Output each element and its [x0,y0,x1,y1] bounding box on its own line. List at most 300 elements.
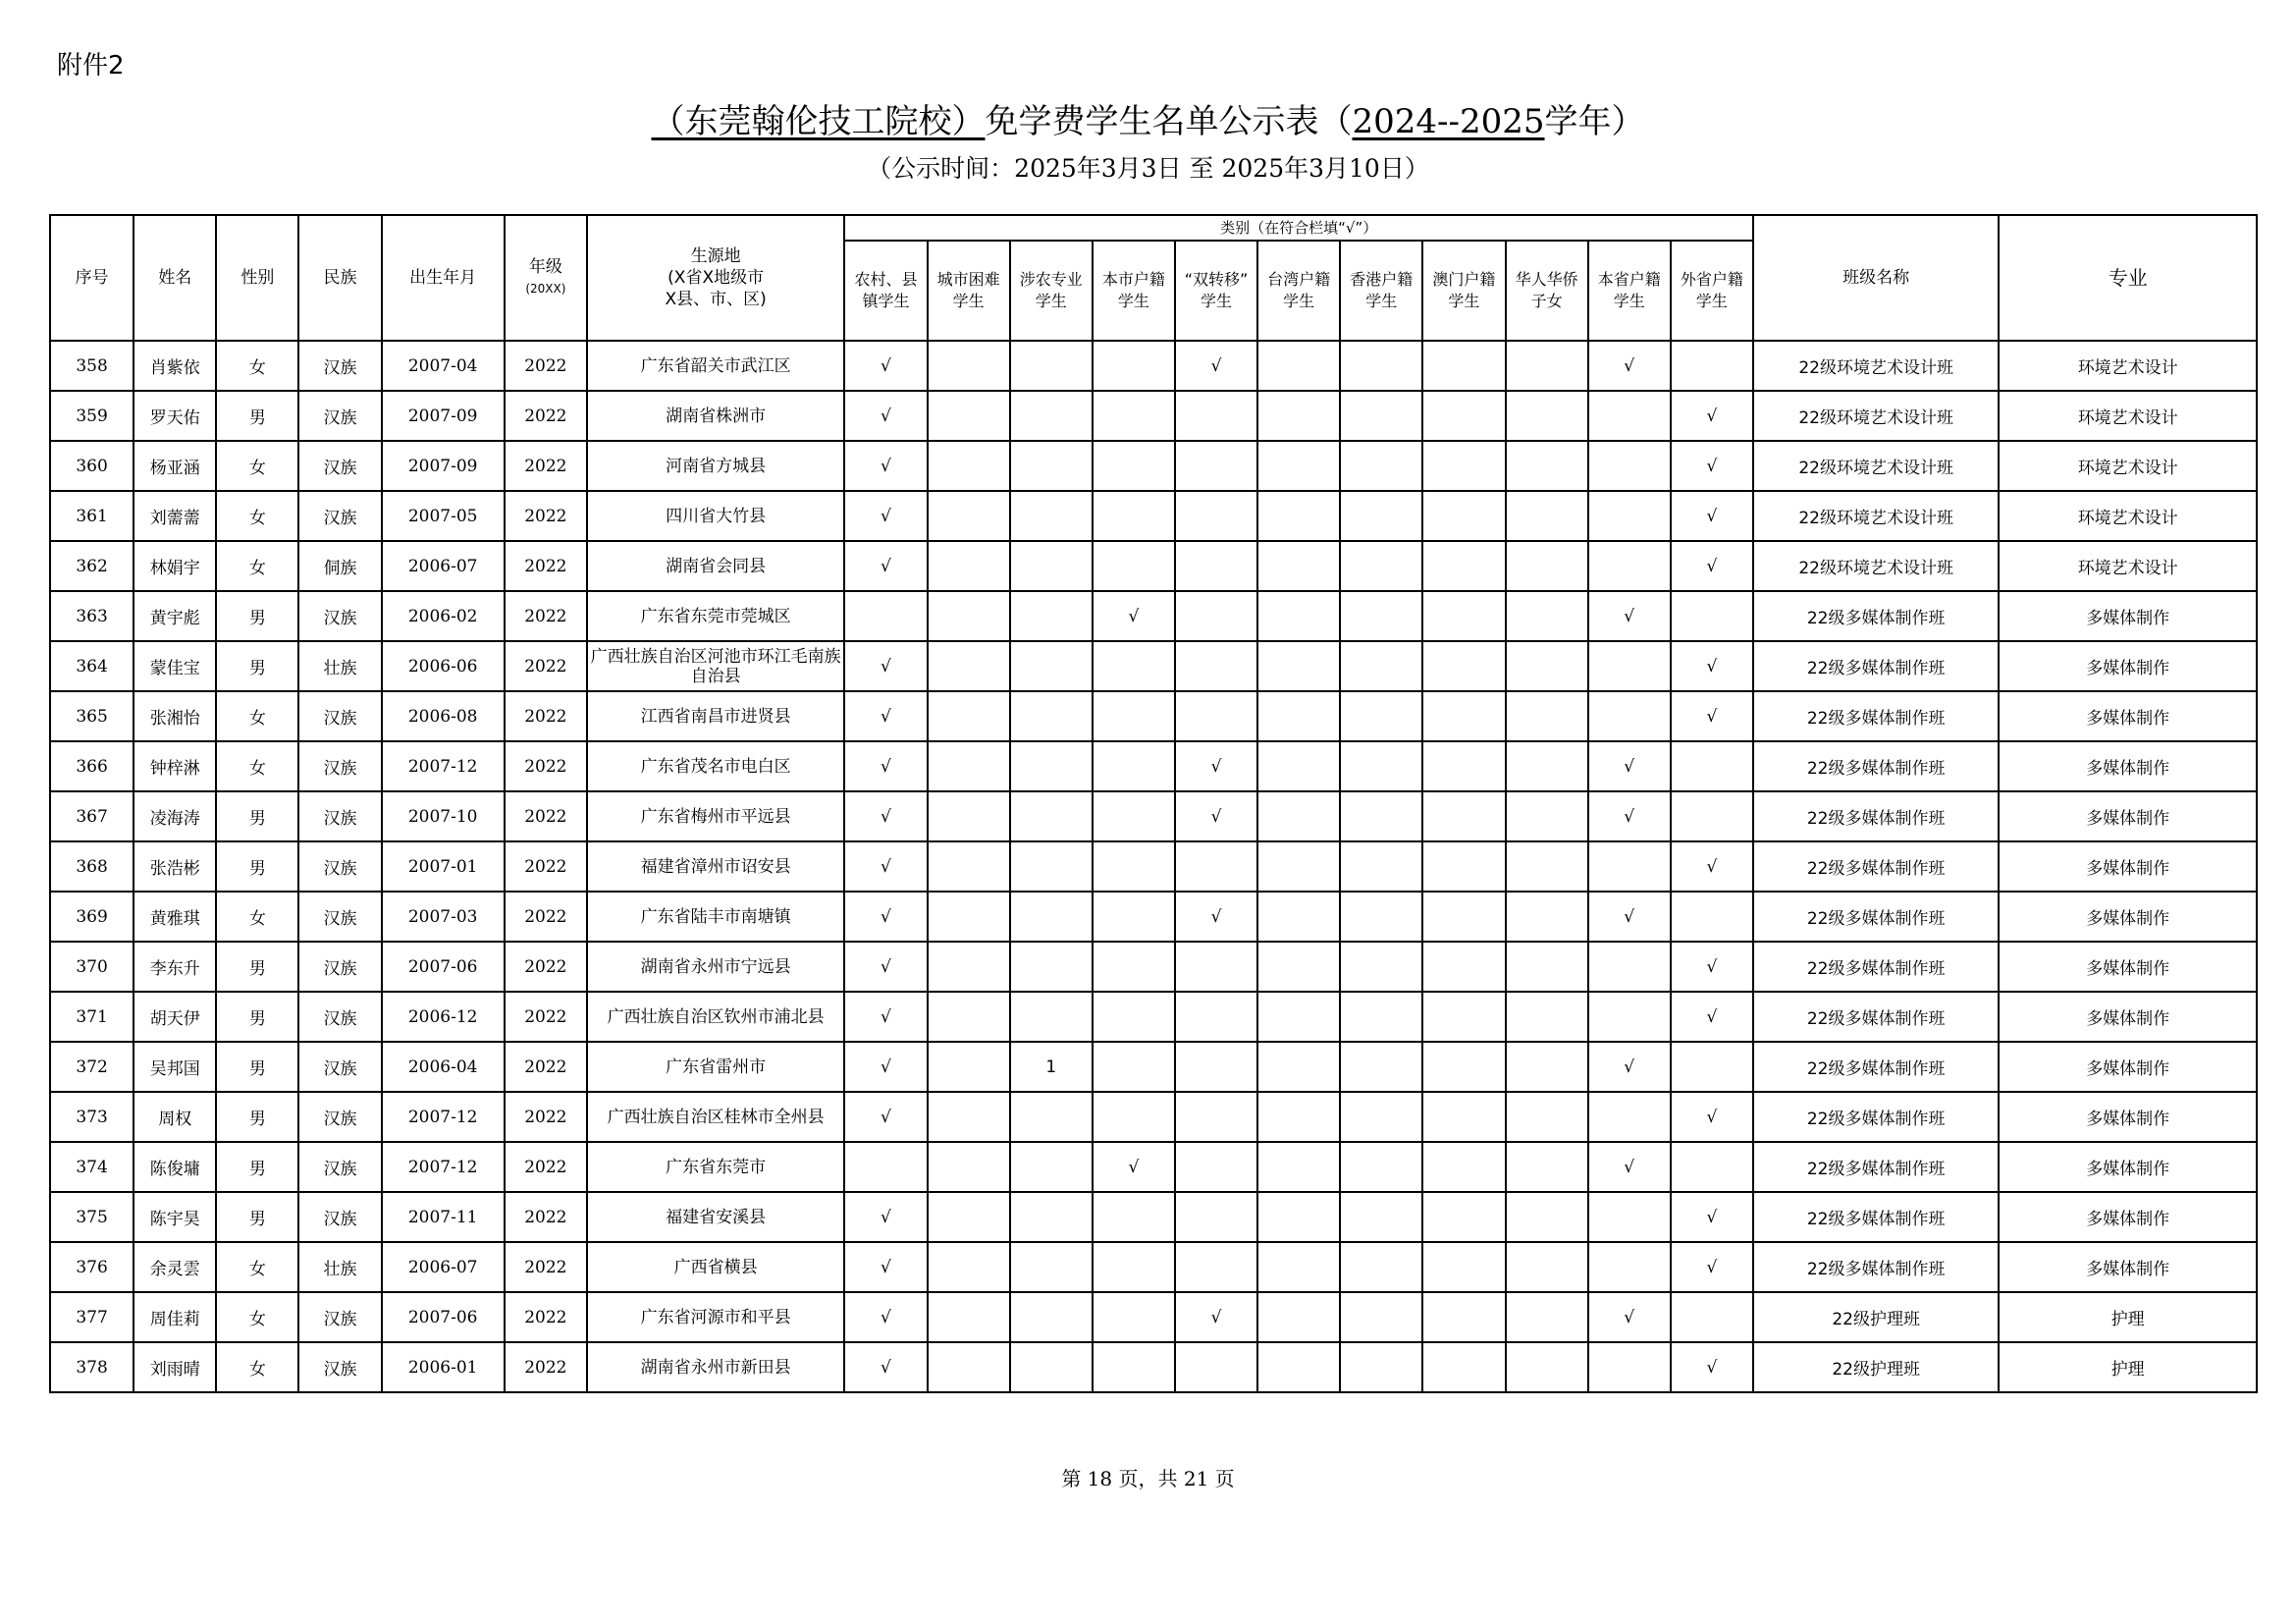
cell-category-mark [1093,691,1175,741]
cell-category-mark [1257,1292,1340,1342]
table-row [50,641,2257,691]
title-school: （东莞翰伦技工院校） [651,102,986,141]
header-origin-line1: 生源地 [690,246,741,266]
cell-origin: 湖南省永州市宁远县 [587,942,844,992]
cell-major: 环境艺术设计 [1999,441,2257,491]
cell-major: 环境艺术设计 [1999,341,2257,391]
cell-category-mark [1422,791,1505,841]
cell-category-mark [1340,1242,1422,1292]
student-table [49,214,2258,1393]
cell-category-mark [1340,341,1422,391]
cell-birth: 2007-12 [382,1142,505,1192]
cell-category-mark [1588,691,1671,741]
cell-category-mark [1422,1042,1505,1092]
cell-category-mark: √ [1588,1292,1671,1342]
cell-class-name: 22级多媒体制作班 [1753,992,1999,1042]
cell-category-mark [1010,591,1093,641]
cell-category-mark: 1 [1010,1042,1093,1092]
cell-category-mark [1422,1092,1505,1142]
cell-category-mark: √ [844,992,927,1042]
cell-grade: 2022 [505,1192,587,1242]
cell-birth: 2007-06 [382,1292,505,1342]
cell-category-mark: √ [1588,791,1671,841]
cell-category-mark: √ [844,1192,927,1242]
cell-category-mark: √ [1588,1142,1671,1192]
cell-grade: 2022 [505,441,587,491]
cell-grade: 2022 [505,541,587,591]
cell-category-mark [1257,1242,1340,1292]
cell-category-mark: √ [1588,591,1671,641]
cell-origin: 广东省梅州市平远县 [587,791,844,841]
cell-category-mark [1422,1292,1505,1342]
table-row [50,391,2257,441]
header-category-10 [1671,241,1753,341]
cell-name: 张浩彬 [133,841,216,892]
cell-category-mark [1506,841,1588,892]
cell-category-mark [1506,341,1588,391]
header-origin-line2: (X省X地级市 [667,268,765,288]
cell-name: 林娟宇 [133,541,216,591]
cell-category-mark: √ [844,1042,927,1092]
cell-category-mark: √ [1588,341,1671,391]
cell-birth: 2007-11 [382,1192,505,1242]
cell-birth: 2007-05 [382,491,505,541]
cell-category-mark [1010,1342,1093,1392]
cell-category-mark [1175,1092,1257,1142]
cell-origin: 四川省大竹县 [587,491,844,541]
cell-category-mark: √ [844,1092,927,1142]
cell-category-mark [1340,1142,1422,1192]
cell-category-mark: √ [1671,1242,1753,1292]
cell-origin: 广东省雷州市 [587,1042,844,1092]
cell-category-mark [1010,641,1093,691]
cell-grade: 2022 [505,1092,587,1142]
header-category-9 [1588,241,1671,341]
cell-major: 环境艺术设计 [1999,391,2257,441]
table-row [50,741,2257,791]
header-category-4 [1175,241,1257,341]
cell-seq: 366 [50,741,133,791]
cell-origin: 广西壮族自治区桂林市全州县 [587,1092,844,1142]
table-row [50,1142,2257,1192]
cell-category-mark [1010,391,1093,441]
cell-ethnicity: 汉族 [298,1142,381,1192]
cell-category-mark [928,1342,1010,1392]
cell-origin: 江西省南昌市进贤县 [587,691,844,741]
header-category-line: 子女 [1530,292,1563,310]
table-row [50,591,2257,641]
cell-major: 多媒体制作 [1999,1042,2257,1092]
cell-category-mark [928,1192,1010,1242]
table-row [50,491,2257,541]
cell-category-mark [844,1142,927,1192]
cell-ethnicity: 汉族 [298,391,381,441]
cell-category-mark [1506,441,1588,491]
cell-category-mark [1422,591,1505,641]
cell-class-name: 22级环境艺术设计班 [1753,491,1999,541]
cell-category-mark [1257,441,1340,491]
cell-grade: 2022 [505,1142,587,1192]
cell-category-mark [1175,1042,1257,1092]
table-row [50,691,2257,741]
cell-category-mark: √ [844,892,927,942]
cell-birth: 2007-06 [382,942,505,992]
cell-category-mark [1671,892,1753,942]
cell-category-mark [1093,641,1175,691]
cell-name: 蒙佳宝 [133,641,216,691]
cell-category-mark: √ [844,391,927,441]
title-year: 2024--2025 [1352,102,1545,141]
cell-origin: 广东省东莞市莞城区 [587,591,844,641]
header-category-line: “双转移” [1184,270,1249,289]
cell-category-mark [1340,1292,1422,1342]
table-row [50,541,2257,591]
cell-category-mark [1340,591,1422,641]
table-row [50,1192,2257,1242]
cell-category-mark [1093,491,1175,541]
cell-name: 黄宇彪 [133,591,216,641]
cell-category-mark [1175,1242,1257,1292]
cell-category-mark [1257,741,1340,791]
header-name: 姓名 [133,215,216,341]
header-category-line: 镇学生 [862,292,910,310]
cell-gender: 男 [216,942,298,992]
cell-category-mark [1340,1192,1422,1242]
cell-birth: 2007-12 [382,741,505,791]
cell-gender: 男 [216,992,298,1042]
cell-major: 多媒体制作 [1999,641,2257,691]
cell-category-mark: √ [844,641,927,691]
cell-category-mark [1175,441,1257,491]
cell-category-mark [1506,791,1588,841]
cell-class-name: 22级环境艺术设计班 [1753,341,1999,391]
cell-major: 护理 [1999,1292,2257,1342]
cell-grade: 2022 [505,741,587,791]
header-major: 专业 [1999,215,2257,341]
cell-category-mark [928,1142,1010,1192]
cell-class-name: 22级多媒体制作班 [1753,691,1999,741]
cell-class-name: 22级多媒体制作班 [1753,841,1999,892]
cell-category-mark: √ [844,741,927,791]
cell-ethnicity: 汉族 [298,1092,381,1142]
cell-category-mark [1340,641,1422,691]
cell-category-mark [1010,791,1093,841]
cell-category-mark [1588,541,1671,591]
cell-category-mark [928,1042,1010,1092]
cell-category-mark [1093,841,1175,892]
cell-category-mark [1257,1042,1340,1092]
cell-class-name: 22级多媒体制作班 [1753,892,1999,942]
cell-category-mark [1422,341,1505,391]
cell-category-mark: √ [1671,1192,1753,1242]
cell-category-mark [1257,391,1340,441]
cell-origin: 河南省方城县 [587,441,844,491]
cell-category-mark [1010,1242,1093,1292]
cell-gender: 男 [216,1092,298,1142]
cell-category-mark [928,491,1010,541]
header-category-3 [1093,241,1175,341]
cell-major: 多媒体制作 [1999,691,2257,741]
cell-ethnicity: 汉族 [298,841,381,892]
cell-category-mark [1010,892,1093,942]
header-birth: 出生年月 [382,215,505,341]
cell-category-mark [1257,591,1340,641]
cell-category-mark [1340,491,1422,541]
cell-category-mark: √ [1588,1042,1671,1092]
cell-class-name: 22级多媒体制作班 [1753,641,1999,691]
cell-category-mark: √ [1175,741,1257,791]
cell-category-mark [1422,741,1505,791]
cell-category-mark [1093,892,1175,942]
header-category-8 [1506,241,1588,341]
cell-category-mark [1093,942,1175,992]
cell-category-mark [1588,641,1671,691]
cell-birth: 2007-04 [382,341,505,391]
cell-name: 周权 [133,1092,216,1142]
table-row [50,1242,2257,1292]
cell-class-name: 22级多媒体制作班 [1753,1042,1999,1092]
cell-category-mark [1588,1242,1671,1292]
cell-name: 罗天佑 [133,391,216,441]
cell-ethnicity: 侗族 [298,541,381,591]
cell-name: 陈宇昊 [133,1192,216,1242]
cell-category-mark [928,341,1010,391]
cell-category-mark: √ [1671,841,1753,892]
cell-origin: 广西省横县 [587,1242,844,1292]
cell-gender: 女 [216,541,298,591]
header-category-1 [928,241,1010,341]
cell-grade: 2022 [505,391,587,441]
cell-major: 多媒体制作 [1999,1092,2257,1142]
cell-category-mark [1506,541,1588,591]
header-category-line: 城市困难 [936,270,1000,289]
cell-gender: 女 [216,341,298,391]
cell-category-mark [1010,942,1093,992]
cell-class-name: 22级环境艺术设计班 [1753,541,1999,591]
cell-category-mark [1506,1142,1588,1192]
cell-grade: 2022 [505,942,587,992]
cell-grade: 2022 [505,1342,587,1392]
cell-category-mark [1093,1292,1175,1342]
cell-category-mark [1257,992,1340,1042]
cell-category-mark [1506,391,1588,441]
header-category-line: 台湾户籍 [1267,270,1331,289]
cell-origin: 广西壮族自治区河池市环江毛南族自治县 [587,641,844,691]
header-origin-line3: X县、市、区) [665,290,767,309]
cell-category-mark: √ [1588,892,1671,942]
cell-category-mark [1422,441,1505,491]
header-category-line: 学生 [1365,292,1398,310]
cell-category-mark [1506,992,1588,1042]
cell-category-mark [1506,1092,1588,1142]
cell-seq: 367 [50,791,133,841]
cell-major: 多媒体制作 [1999,892,2257,942]
table-row [50,841,2257,892]
cell-name: 凌海涛 [133,791,216,841]
cell-category-mark [1671,791,1753,841]
cell-category-mark [1010,841,1093,892]
cell-category-mark [1010,691,1093,741]
header-category-line: 涉农专业 [1019,270,1083,289]
cell-gender: 男 [216,641,298,691]
cell-birth: 2006-07 [382,541,505,591]
cell-category-mark [1588,1192,1671,1242]
header-origin [587,215,844,341]
cell-category-mark [1257,841,1340,892]
cell-class-name: 22级多媒体制作班 [1753,1192,1999,1242]
cell-origin: 湖南省会同县 [587,541,844,591]
cell-category-mark: √ [844,691,927,741]
cell-category-mark [1010,441,1093,491]
cell-name: 余灵雲 [133,1242,216,1292]
header-category-7 [1422,241,1505,341]
cell-category-mark [1175,841,1257,892]
cell-category-mark [928,1092,1010,1142]
cell-category-mark [1093,1242,1175,1292]
table-row [50,1292,2257,1342]
cell-seq: 369 [50,892,133,942]
header-category-line: 学生 [952,292,985,310]
cell-category-mark [1422,491,1505,541]
cell-category-mark [1257,491,1340,541]
cell-category-mark: √ [1671,992,1753,1042]
cell-grade: 2022 [505,591,587,641]
cell-category-mark [1175,992,1257,1042]
cell-category-mark [1257,691,1340,741]
cell-gender: 女 [216,441,298,491]
header-category-line: 学生 [1613,292,1645,310]
cell-major: 护理 [1999,1342,2257,1392]
cell-seq: 358 [50,341,133,391]
header-category-line: 学生 [1035,292,1067,310]
cell-class-name: 22级多媒体制作班 [1753,1242,1999,1292]
cell-category-mark [1010,741,1093,791]
cell-category-mark [1422,1192,1505,1242]
cell-category-mark [1257,1092,1340,1142]
cell-seq: 360 [50,441,133,491]
cell-origin: 广东省陆丰市南塘镇 [587,892,844,942]
cell-name: 张湘怡 [133,691,216,741]
table-row [50,791,2257,841]
header-category-line: 香港户籍 [1350,270,1414,289]
cell-category-mark [1506,741,1588,791]
cell-category-mark [1422,391,1505,441]
cell-ethnicity: 壮族 [298,1242,381,1292]
cell-gender: 男 [216,791,298,841]
cell-category-mark: √ [1671,1092,1753,1142]
cell-category-mark: √ [1175,341,1257,391]
cell-seq: 363 [50,591,133,641]
cell-grade: 2022 [505,491,587,541]
header-gender: 性别 [216,215,298,341]
cell-category-mark [1422,1342,1505,1392]
cell-seq: 364 [50,641,133,691]
cell-major: 多媒体制作 [1999,791,2257,841]
cell-category-mark [1093,1092,1175,1142]
cell-name: 黄雅琪 [133,892,216,942]
header-seq: 序号 [50,215,133,341]
cell-category-mark [928,441,1010,491]
header-category-line: 外省户籍 [1680,270,1743,289]
cell-ethnicity: 汉族 [298,1042,381,1092]
header-category-group: 类别（在符合栏填“√”） [844,215,1753,241]
cell-category-mark [1422,541,1505,591]
cell-category-mark [1093,791,1175,841]
cell-grade: 2022 [505,341,587,391]
cell-category-mark [1422,1142,1505,1192]
table-row [50,1092,2257,1142]
cell-category-mark: √ [844,841,927,892]
cell-ethnicity: 汉族 [298,791,381,841]
cell-category-mark [1257,1342,1340,1392]
cell-grade: 2022 [505,992,587,1042]
student-rows [50,341,2257,1392]
cell-category-mark [1506,641,1588,691]
cell-category-mark [1010,1192,1093,1242]
cell-origin: 广西壮族自治区钦州市浦北县 [587,992,844,1042]
cell-category-mark: √ [1671,491,1753,541]
cell-ethnicity: 汉族 [298,441,381,491]
cell-category-mark [1506,1342,1588,1392]
cell-class-name: 22级环境艺术设计班 [1753,391,1999,441]
cell-category-mark [1506,1292,1588,1342]
cell-category-mark [1340,391,1422,441]
table-row [50,942,2257,992]
cell-birth: 2006-06 [382,641,505,691]
cell-category-mark [1588,391,1671,441]
cell-category-mark [1340,541,1422,591]
page-title [0,94,2296,142]
cell-category-mark [1506,1242,1588,1292]
cell-category-mark [928,641,1010,691]
cell-category-mark [928,1292,1010,1342]
cell-category-mark [1257,791,1340,841]
cell-category-mark [1671,1042,1753,1092]
cell-birth: 2007-03 [382,892,505,942]
cell-gender: 男 [216,1192,298,1242]
cell-category-mark [1506,942,1588,992]
cell-category-mark [1175,391,1257,441]
cell-category-mark: √ [1175,892,1257,942]
cell-ethnicity: 汉族 [298,1192,381,1242]
cell-category-mark [1340,992,1422,1042]
cell-category-mark [1588,841,1671,892]
cell-category-mark [928,942,1010,992]
cell-category-mark [1010,1092,1093,1142]
cell-major: 多媒体制作 [1999,1242,2257,1292]
cell-class-name: 22级多媒体制作班 [1753,791,1999,841]
cell-ethnicity: 汉族 [298,591,381,641]
cell-category-mark [1422,942,1505,992]
cell-ethnicity: 汉族 [298,942,381,992]
cell-ethnicity: 汉族 [298,992,381,1042]
cell-category-mark [1175,691,1257,741]
cell-category-mark [1422,992,1505,1042]
cell-class-name: 22级多媒体制作班 [1753,591,1999,641]
cell-grade: 2022 [505,691,587,741]
cell-gender: 女 [216,1342,298,1392]
cell-ethnicity: 汉族 [298,892,381,942]
cell-birth: 2007-09 [382,391,505,441]
cell-category-mark [928,691,1010,741]
header-grade [505,215,587,341]
cell-birth: 2007-10 [382,791,505,841]
title-end: 学年） [1544,102,1645,141]
cell-category-mark: √ [1671,541,1753,591]
cell-ethnicity: 汉族 [298,1292,381,1342]
cell-birth: 2006-01 [382,1342,505,1392]
cell-category-mark: √ [844,491,927,541]
